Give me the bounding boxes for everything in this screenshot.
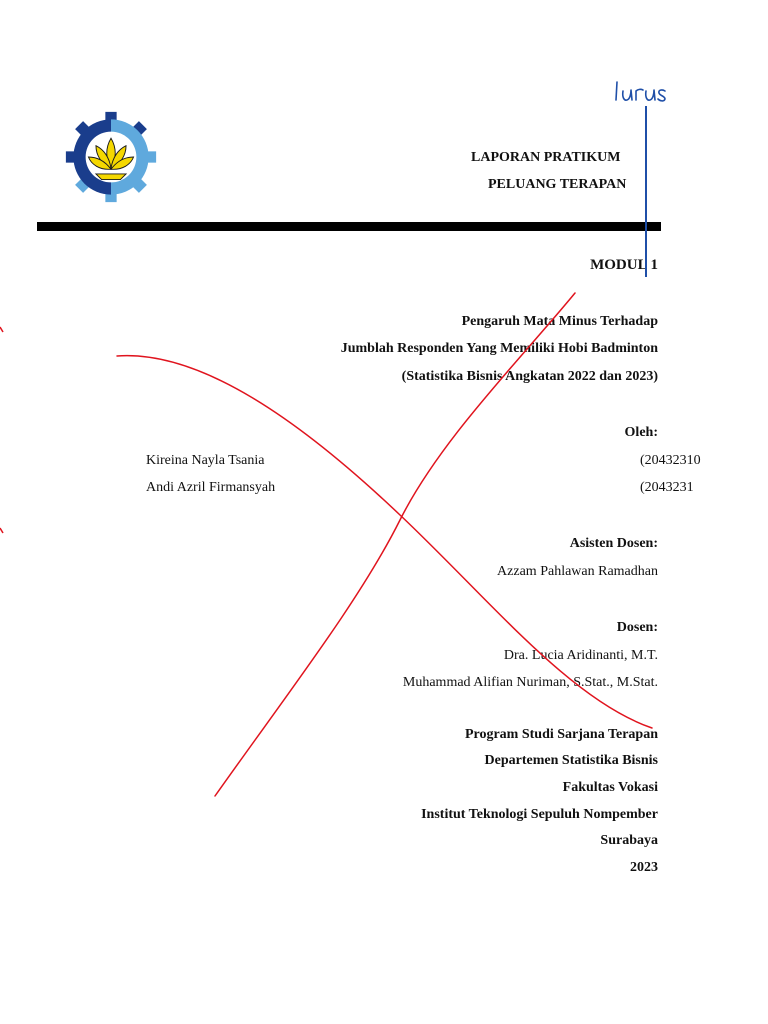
lecturer-name: Muhammad Alifian Nuriman, S.Stat., M.Stat. <box>402 675 658 690</box>
title-line-2: Jumblah Responden Yang Memiliki Hobi Badminton <box>340 341 658 356</box>
author-nrp: (2043231 <box>640 480 694 495</box>
its-logo-icon <box>64 110 158 204</box>
study-program: Program Studi Sarjana Terapan <box>464 727 658 742</box>
assistant-heading: Asisten Dosen: <box>569 536 658 551</box>
department: Departemen Statistika Bisnis <box>484 753 658 768</box>
title-line-3: (Statistika Bisnis Angkatan 2022 dan 2023) <box>401 369 658 384</box>
red-mark <box>0 528 3 533</box>
university: Institut Teknologi Sepuluh Nompember <box>421 807 658 822</box>
year: 2023 <box>630 860 658 875</box>
assistant-name: Azzam Pahlawan Ramadhan <box>497 564 658 579</box>
header-divider <box>37 222 661 231</box>
lecturers-heading: Dosen: <box>616 620 658 635</box>
handwritten-note-lurus <box>616 82 665 101</box>
course-name: PELUANG TERAPAN <box>488 177 627 192</box>
author-name: Kireina Nayla Tsania <box>146 453 265 468</box>
city: Surabaya <box>600 833 658 848</box>
title-line-1: Pengaruh Mata Minus Terhadap <box>461 314 658 329</box>
red-mark <box>0 327 3 332</box>
authors-heading: Oleh: <box>624 425 658 440</box>
lecturer-name: Dra. Lucia Aridinanti, M.T. <box>503 648 658 663</box>
author-name: Andi Azril Firmansyah <box>146 480 276 495</box>
its-logo <box>64 110 158 204</box>
author-nrp: (20432310 <box>640 453 701 468</box>
report-type: LAPORAN PRATIKUM <box>471 150 621 165</box>
faculty: Fakultas Vokasi <box>562 780 658 795</box>
module-label: MODUL 1 <box>590 257 658 273</box>
